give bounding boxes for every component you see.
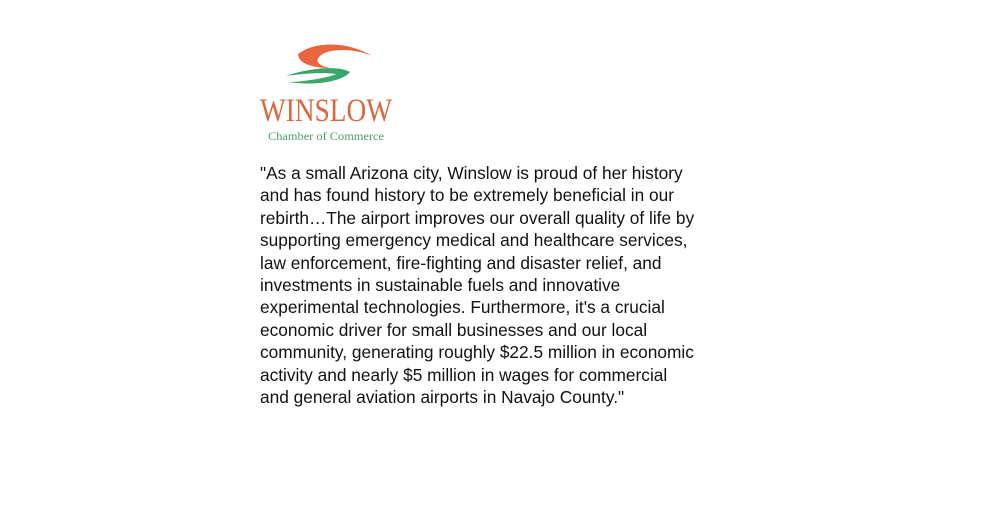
logo-subtitle: Chamber of Commerce — [268, 129, 384, 143]
swoosh-logo-icon — [258, 42, 394, 144]
logo-wordmark: WINSLOW — [260, 93, 393, 129]
testimonial-quote: "As a small Arizona city, Winslow is proud of her history and has found history to be extremely beneficial in our rebirth…The airport improves our overall quality of life by supporting emergency medical and healthcare services, law enforcement, fire-fighting and disaster relief, and investments in sustainable fuels and innovative experimental technologies. Furthermore, it's a crucial economic driver for small businesses and our local community, generating roughly $22.5 million in economic activity and nearly $5 million in wages for commercial and general aviation airports in Navajo County." — [260, 163, 695, 408]
winslow-chamber-logo — [258, 42, 394, 144]
